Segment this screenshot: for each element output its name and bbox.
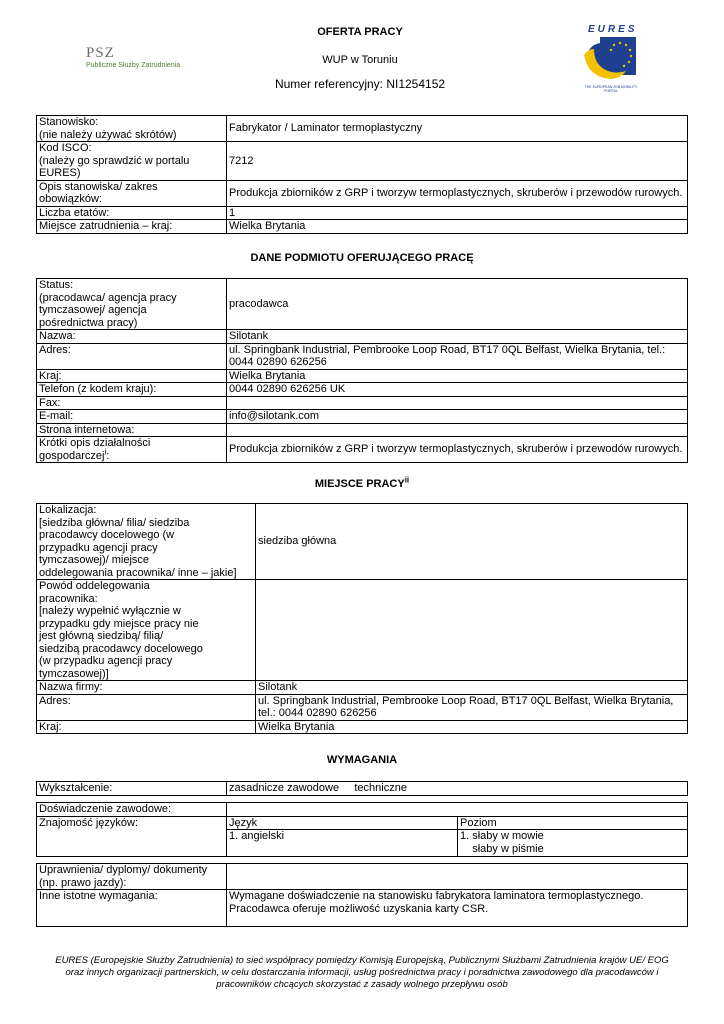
field-label: Telefon (z kodem kraju): [37,383,227,397]
footer-note: EURES (Europejskie Służby Zatrudnienia) to sieć współpracy pomiędzy Komisją Europejską, Publicznymi Służbami Zatrudnienia krajów UE/ EOG oraz innych organizacji partnerskich, w celu dostarczania informacji, usług pośrednictwa pracy i poradnictwa zawodowego dla pracodawców i pracowników chcących skorzystać z zasady wolnego przepływu osób [55,955,669,990]
location-value: siedziba główna [256,504,688,580]
employer-country-value: Wielka Brytania [227,369,688,383]
psz-logo-abbr: PSZ [86,45,115,61]
table-row [37,116,688,142]
field-label: Kraj: [37,720,256,734]
education-value: zasadnicze zawodowe techniczne [227,782,688,796]
requirements-heading: WYMAGANIA [326,754,398,766]
field-label: Lokalizacja: [siedziba główna/ filia/ siedziba pracodawcy docelowego (w przypadku agencji pracy tymczasowej)/ miejsce oddelegowania pracownika/ inne – jakie] [37,504,256,580]
field-label: Nazwa firmy: [37,681,256,695]
field-label: Stanowisko: (nie należy używać skrótów) [37,116,227,142]
field-label [37,437,227,463]
document-title: OFERTA PRACY [317,26,403,38]
table-row [37,504,688,580]
level-column-header: Poziom [458,816,688,830]
business-description-value: Produkcja zbiorników z GRP i tworzyw termoplastycznych, skruberów i przewodów rurowych. [227,437,688,463]
table-row [37,343,688,369]
table-row [37,720,688,734]
eures-logo [580,24,640,92]
field-label: Status: (pracodawca/ agencja pracy tymczasowej/ agencja pośrednictwa pracy) [37,279,227,330]
experience-value [227,803,688,817]
field-label: Doświadczenie zawodowe: [37,803,227,817]
field-label: Fax: [37,396,227,410]
table-row [37,803,688,817]
eures-tagline: THE EUROPEAN JOB MOBILITY PORTAL [584,85,638,93]
field-label: Adres: [37,694,256,720]
other-requirements-value: Wymagane doświadczenie na stanowisku fabrykatora laminatora termoplastycznego. Pracodawca oferuje możliwość uzyskania karty CSR. [227,890,688,927]
field-label: Znajomość języków: [37,816,227,857]
employer-heading: DANE PODMIOTU OFERUJĄCEGO PRACĘ [250,252,474,264]
phone-value: 0044 02890 626256 UK [227,383,688,397]
workplace-heading [36,475,688,490]
table-row [37,864,688,890]
fax-value [227,396,688,410]
eures-emblem-icon [580,35,640,85]
employer-table [36,278,688,463]
employer-name-value: Silotank [227,330,688,344]
workplace-table [36,503,688,734]
table-row [37,383,688,397]
table-row [37,816,688,830]
row-spacer [37,796,688,803]
isco-code-value: 7212 [227,142,688,181]
website-value [227,423,688,437]
footnote-marker: ii [404,475,410,485]
table-row [37,890,688,927]
table-row [37,423,688,437]
language-value: 1. angielski [227,830,458,857]
row-spacer [37,857,688,864]
reference-number: Numer referencyjny: NI1254152 [274,77,446,91]
workplace-address-value: ul. Springbank Industrial, Pembrooke Loop Road, BT17 0QL Belfast, Wielka Brytania, tel.: 0044 02890 626256 [256,694,688,720]
table-row [37,782,688,796]
table-row [37,396,688,410]
field-label: Kraj: [37,369,227,383]
eures-logo-word: EURES [588,24,638,35]
field-label: Strona internetowa: [37,423,227,437]
company-name-value: Silotank [256,681,688,695]
field-label: Powód oddelegowania pracownika: [należy wypełnić wyłącznie w przypadku gdy miejsce pracy nie jest główną siedzibą/ filią/ siedzibą pracodawcy docelowego (w przypadku agencji pracy tymczasowej)] [37,580,256,681]
office-name: WUP w Toruniu [322,54,398,66]
job-description-value: Produkcja zbiorników z GRP i tworzyw termoplastycznych, skruberów i przewodów rurowych. [227,180,688,206]
table-row [37,142,688,181]
table-row [37,180,688,206]
business-description-label: Krótki opis działalności gospodarczej [39,437,151,462]
footnote-marker: i [104,446,107,456]
field-label: Miejsce zatrudnienia – kraj: [37,220,227,234]
job-title-value: Fabrykator / Laminator termoplastyczny [227,116,688,142]
table-row [37,681,688,695]
table-row [37,410,688,424]
language-level-value: 1. słaby w mowie słaby w piśmie [458,830,688,857]
employer-address-value: ul. Springbank Industrial, Pembrooke Loop Road, BT17 0QL Belfast, Wielka Brytania, tel.: 0044 02890 626256 [227,343,688,369]
country-value: Wielka Brytania [227,220,688,234]
label-colon: : [106,449,110,462]
field-label: Kod ISCO: (należy go sprawdzić w portalu EURES) [37,142,227,181]
table-row [37,220,688,234]
positions-count-value: 1 [227,206,688,220]
workplace-country-value: Wielka Brytania [256,720,688,734]
delegation-reason-value [256,580,688,681]
field-label: Nazwa: [37,330,227,344]
table-row [37,694,688,720]
psz-logo [86,45,180,69]
table-row [37,279,688,330]
field-label: Adres: [37,343,227,369]
status-value: pracodawca [227,279,688,330]
table-row [37,206,688,220]
table-row [37,330,688,344]
field-label: Uprawnienia/ dyplomy/ dokumenty (np. prawo jazdy): [37,864,227,890]
field-label: Liczba etatów: [37,206,227,220]
psz-logo-full: Publiczne Służby Zatrudnienia [86,62,181,69]
field-label: E-mail: [37,410,227,424]
requirements-table [36,781,688,927]
language-column-header: Język [227,816,458,830]
position-table [36,115,688,234]
table-row [37,580,688,681]
field-label: Inne istotne wymagania: [37,890,227,927]
field-label: Opis stanowiska/ zakres obowiązków: [37,180,227,206]
certificates-value [227,864,688,890]
workplace-heading-text: MIEJSCE PRACY [314,478,405,490]
table-row [37,369,688,383]
field-label: Wykształcenie: [37,782,227,796]
email-value: info@silotank.com [227,410,688,424]
table-row [37,437,688,463]
